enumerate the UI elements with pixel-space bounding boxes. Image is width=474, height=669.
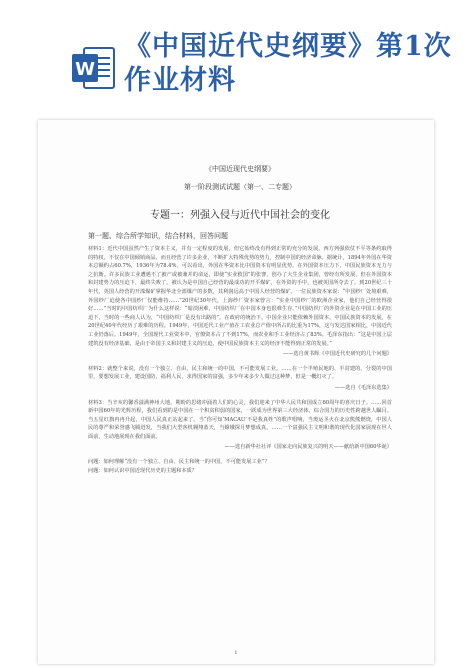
- question-2: 问题：如何认识中国近现代历史的主题和本质？: [88, 467, 197, 474]
- source-1: ——选自黄书辉《中国近代史研究的几个问题》: [283, 351, 392, 358]
- material-2: 材料2：就整个来说，没有一个独立、自由、民主和统一的中国，不可能发展工业。……在一个半殖民地的、半封建的、分裂的中国里，要想发展工业，建设国防，福利人民，求得国家的富强，多少年来多少人做过这种梦，但是一概幻灭了。: [88, 365, 392, 381]
- word-letter: W: [75, 59, 95, 80]
- word-doc-icon: [70, 44, 116, 92]
- material-3: 材料3：当辛亥的馨香溢满神州大地，期盼的思绪冲涌着人们的心灵，我们迎来了中华人民共和国成立60周年的喜庆日子。……回首新中国60年的光辉历程，我们看到的是中国在一个积贫积弱的国家，一跃成为世界第三大经济体，综合国力的历史性跨越世人瞩目。当五星红旗冉冉升起，中国人民真正站起来了。当“你可知‘MACAU’不是我真姓”的歌声唱响，当奥运圣火在北京熊熊燃烧，中国人民的尊严和荣誉感飞腾迸发，当我们大型客机翱翔蓝天，当嫦娥探月梦想成真，……一个富强民主文明和谐的现代化国家展现在世人面前，生动地展现在我们面前。: [88, 399, 392, 440]
- doc-subtitle: 第一阶段测试试题（第一、二专题）: [184, 183, 296, 191]
- document-page: [38, 120, 434, 664]
- source-3: ——选自新华社社评《国家走向民族复兴的明天——献给新中国60华诞》: [224, 444, 392, 451]
- source-2: ——选自《毛泽东选集》: [334, 384, 392, 391]
- question-1: 问题：如何理解“没有一个独立、自由、民主和统一的中国，不可能发展工业”？: [88, 459, 270, 466]
- section-title: 专题一：列强入侵与近代中国社会的变化: [150, 210, 330, 221]
- material-1: 材料1：近代中国虽然产生了资本主义，并有一定程度的发展，但它始终没有得到正常的充分的发展。西方列强依仗不平等条约取得的特权，不仅在中国倾销商品，而且经营了许多企业，不断扩大特殊优势的势力，控制中国的经济命脉。据统计，1894年外国在华资本总额约占60.7%，1936年为78.4%，可以看出，外国在华资本比中国资本有明显优势。在外国资本压力下，中国民族资本无力与之抗衡。许多民族工业遭遇不了被产或被兼并的命运，即使“实业救国”的张謇，创办了大生企业集团，曾经有所发展，但在外国资本和封建势力的压迫下，最终失败了。被认为是中国自己经营的最成功的开平煤矿，在外资的手中，也被英国所夺去了。到20世纪三十年代，英国人经营的开滦煤矿掌握华北全部煤产的多数，其利润远高于中国人经营的煤矿。一位民族资本家说：“中国纱厂处境艰难，外国纱厂迫使各中国纱厂仅能维持……”20世纪30年代，上海纱厂资本家曾言：“实业中国纱厂的欧洲企业家，他们自己经营得很好……”当时的中国纺织厂为什么这样说：“暗淡困难，中国纺织厂在中国本身也很难生存。”中国纺织厂的外资企业是在中国工业的压迫下，当时的一些商人认为，“中国纺织厂是没有出路的”。在政府的统治下，中国企业只能依赖外国资本。中国民族资本的发展，在20世纪40年代经历了艰难的历程。1949年，中国近代工业产值在工农业总产值中所占的比重为17%，这与发达国家相比，中国近代工业仍落后。1949年，全国现代工业资本中，官僚资本占了不到17%，而农业和手工业经济占了83%。毛泽东指出：“这是中国上层建筑没有经济基础，是由于帝国主义和封建主义的压迫，使中国民族资本主义的经济不能得到正常的发展。”: [88, 246, 392, 347]
- doc-title: 《中国近现代史纲要》: [205, 165, 275, 173]
- banner-title: 《中国近代史纲要》第1次作业材料: [124, 31, 452, 96]
- page-number: 1: [234, 650, 238, 656]
- title-banner: [0, 0, 474, 110]
- document-body: [88, 164, 392, 475]
- instruction: 第一题、综合所学知识，结合材料，回答问题: [88, 232, 228, 240]
